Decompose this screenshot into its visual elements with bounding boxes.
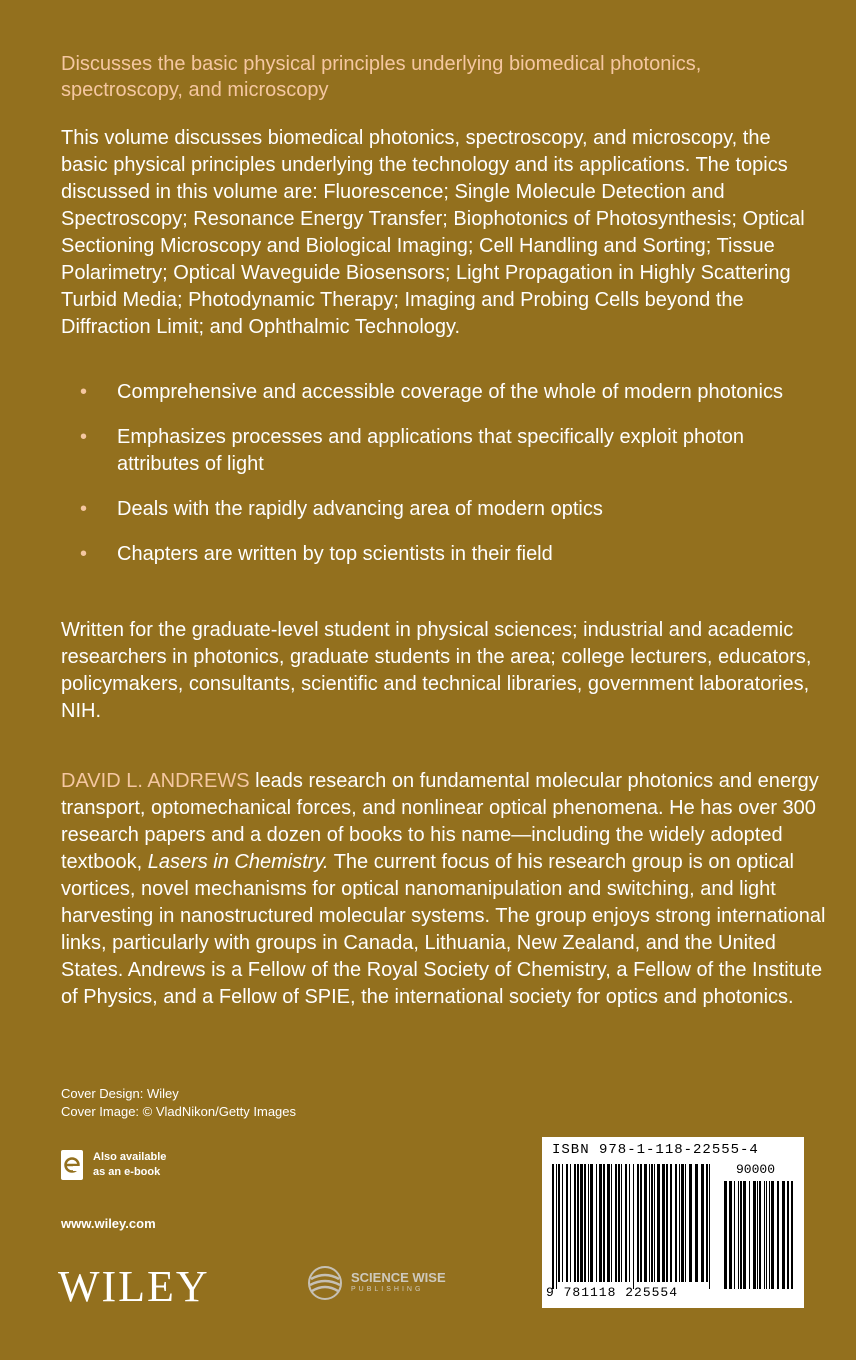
price-code: 90000: [736, 1162, 776, 1177]
barcode-bar: [556, 1164, 557, 1289]
imprint-sub: PUBLISHING: [351, 1286, 424, 1293]
barcode-bar: [759, 1181, 761, 1289]
author-name: DAVID L. ANDREWS: [61, 770, 250, 792]
globe-icon: [305, 1265, 345, 1301]
ebook-notice: [61, 1150, 166, 1180]
barcode-bar: [740, 1181, 742, 1289]
feature-list: [80, 379, 800, 586]
tagline: Discusses the basic physical principles underlying biomedical photonics, spectroscopy, and microscopy: [61, 53, 702, 101]
barcode-bar: [782, 1181, 785, 1289]
cover-credits: [61, 1085, 296, 1121]
barcode-bar: [574, 1164, 576, 1282]
barcode-bar: [577, 1164, 579, 1282]
barcode-bar: [685, 1164, 686, 1282]
barcode-bar: [615, 1164, 617, 1282]
barcode-bar: [657, 1164, 660, 1282]
barcode-bar: [637, 1164, 639, 1282]
barcode-bar: [633, 1164, 634, 1289]
website-url: www.wiley.com: [61, 1216, 156, 1231]
barcode-bar: [771, 1181, 774, 1289]
barcode-bar: [651, 1164, 653, 1282]
barcode-bar: [599, 1164, 602, 1282]
barcode-bar: [777, 1181, 779, 1289]
barcode-bar: [662, 1164, 665, 1282]
intro-paragraph: This volume discusses biomedical photonics, spectroscopy, and microscopy, the basic physical principles underlying the technology and its applications. The topics discussed in this volume are: Fluorescence; Single Molecule Detection and Spectroscopy; Resonance Energy Transfer; Biophotonics of Photosynthesis; Optical Sectioning Microscopy and Biological Imaging; Cell Handling and Sorting; Tissue Polarimetry; Optical Waveguide Biosensors; Light Propagation in Highly Scattering Turbid Media; Photodynamic Therapy; Imaging and Probing Cells beyond the Diffraction Limit; and Ophthalmic Technology.: [61, 127, 805, 338]
barcode-bar: [679, 1164, 680, 1282]
barcode-bar: [738, 1181, 739, 1289]
author-bio: DAVID L. ANDREWS leads research on fundamental molecular photonics and energy transport, optomechanical forces, and nonlinear optical phenomena. He has over 300 research papers and a dozen of books to his name—including the widely adopted textbook, Lasers in Chemistry. The current focus of his research group is on optical vortices, novel mechanisms for optical nanomanipulation and switching, and light harvesting in nanostructured molecular systems. The group enjoys strong international links, particularly with groups in Canada, Lithuania, New Zealand, and the United States. Andrews is a Fellow of the Royal Society of Chemistry, a Fellow of the Institute of Physics, and a Fellow of SPIE, the international society for optics and photonics.: [61, 770, 826, 1008]
isbn-text: ISBN 978-1-118-22555-4: [552, 1142, 759, 1158]
ean-barcode-bars: [552, 1164, 712, 1289]
barcode-bar: [629, 1164, 630, 1282]
barcode-bar: [552, 1164, 554, 1289]
barcode-bar: [787, 1181, 789, 1289]
barcode-bar: [590, 1164, 593, 1282]
bullet-icon: •: [80, 426, 88, 448]
barcode-bar: [695, 1164, 698, 1282]
barcode-bar: [625, 1164, 627, 1282]
barcode-bar: [580, 1164, 583, 1282]
barcode-bar: [753, 1181, 756, 1289]
barcode-bar: [791, 1181, 793, 1289]
barcode-bar: [654, 1164, 655, 1282]
barcode-bar: [681, 1164, 684, 1282]
list-item: • Chapters are written by top scientists in their field: [80, 541, 800, 568]
barcode-bar: [764, 1181, 765, 1289]
barcode-bar: [644, 1164, 647, 1282]
ebook-line-1: Also available: [93, 1151, 167, 1163]
barcode-bar: [611, 1164, 612, 1282]
barcode-bar: [769, 1181, 770, 1289]
barcode-bar: [729, 1181, 732, 1289]
barcode-bar: [743, 1181, 746, 1289]
barcode: [542, 1137, 804, 1308]
bullet-icon: •: [80, 543, 88, 565]
ebook-icon: [61, 1150, 83, 1180]
barcode-bar: [618, 1164, 620, 1282]
cover-image-credit: Cover Image: © VladNikon/Getty Images: [61, 1104, 297, 1119]
barcode-bar: [588, 1164, 589, 1282]
barcode-bar: [566, 1164, 568, 1282]
book-title: Lasers in Chemistry.: [147, 851, 329, 873]
barcode-bar: [649, 1164, 650, 1282]
cover-design-credit: Cover Design: Wiley: [61, 1086, 179, 1101]
barcode-bar: [766, 1181, 767, 1289]
barcode-bar: [675, 1164, 677, 1282]
barcode-bar: [558, 1164, 560, 1282]
barcode-bar: [709, 1164, 710, 1289]
audience-paragraph: Written for the graduate-level student in physical sciences; industrial and academic researchers in photonics, graduate students in the area; college lecturers, educators, policymakers, consultants, scientific and technical libraries, government laboratories, NIH.: [61, 619, 812, 722]
barcode-bar: [570, 1164, 571, 1282]
barcode-bar: [621, 1164, 622, 1282]
barcode-bar: [666, 1164, 668, 1282]
barcode-bar: [724, 1181, 727, 1289]
barcode-bar: [562, 1164, 563, 1282]
bullet-icon: •: [80, 381, 88, 403]
barcode-bar: [584, 1164, 586, 1282]
barcode-bar: [607, 1164, 610, 1282]
bullet-icon: •: [80, 498, 88, 520]
list-item: • Comprehensive and accessible coverage of the whole of modern photonics: [80, 379, 800, 406]
wiley-logo: WILEY: [58, 1262, 210, 1311]
barcode-bar: [706, 1164, 708, 1282]
barcode-digits: 9 781118 225554: [546, 1285, 679, 1300]
barcode-bar: [689, 1164, 692, 1282]
science-wise-logo: [305, 1265, 446, 1301]
barcode-bar: [670, 1164, 672, 1282]
list-item: • Deals with the rapidly advancing area of modern optics: [80, 496, 800, 523]
barcode-bar: [734, 1181, 735, 1289]
ebook-line-2: as an e-book: [93, 1166, 161, 1178]
list-item: • Emphasizes processes and applications that specifically exploit photon attributes of light: [80, 426, 745, 475]
imprint-name: SCIENCE WISE: [351, 1270, 446, 1285]
barcode-bar: [749, 1181, 750, 1289]
price-barcode-bars: [724, 1181, 796, 1289]
barcode-bar: [757, 1181, 758, 1289]
barcode-bar: [603, 1164, 605, 1282]
barcode-bar: [640, 1164, 642, 1282]
barcode-bar: [701, 1164, 704, 1282]
barcode-bar: [596, 1164, 597, 1282]
